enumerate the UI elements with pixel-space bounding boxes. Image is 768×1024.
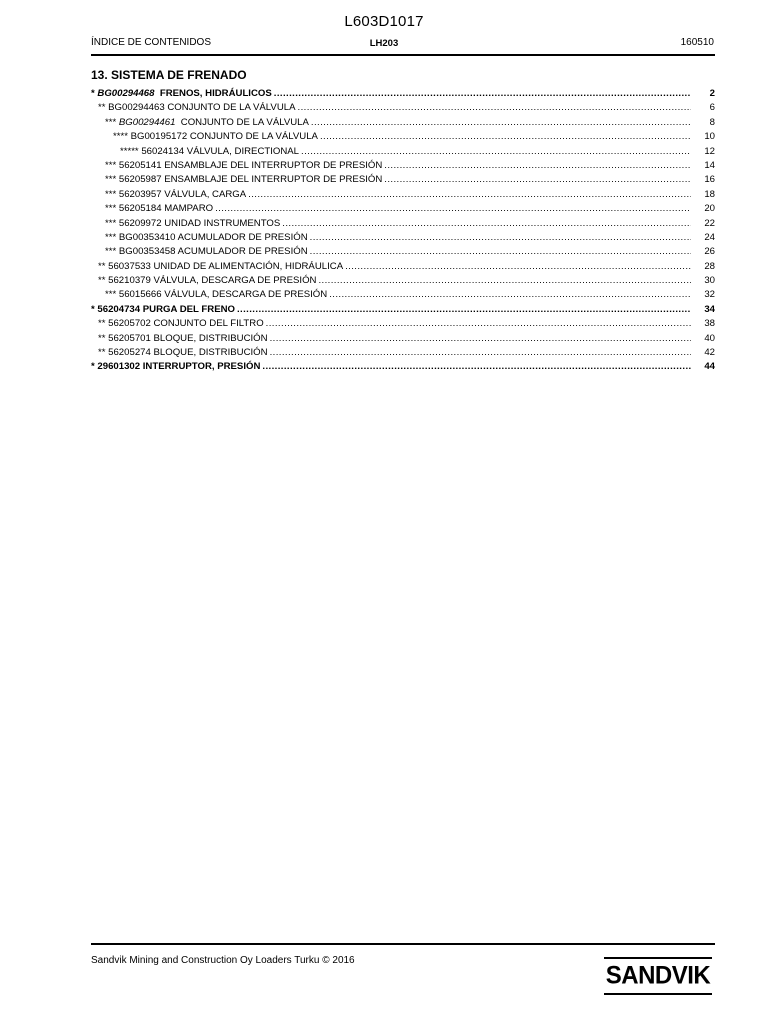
- toc-entry[interactable]: [91, 131, 715, 145]
- toc-entry-prefix: ***: [105, 217, 119, 229]
- toc-entry-prefix: ***: [105, 188, 119, 200]
- toc-entry[interactable]: [91, 232, 715, 246]
- toc-entry-title: VÁLVULA, DESCARGA DE PRESIÓN: [153, 275, 317, 287]
- toc-entry-text: [105, 246, 308, 257]
- toc-entry[interactable]: [91, 289, 715, 303]
- footer-divider: [91, 943, 715, 945]
- toc-entry-prefix: **: [98, 318, 109, 330]
- toc-entry-code: BG00353410: [118, 231, 176, 243]
- toc-leader-dots: [266, 318, 691, 329]
- toc-leader-dots: [262, 361, 691, 372]
- toc-leader-dots: [237, 304, 691, 315]
- toc-leader-dots: [345, 261, 691, 272]
- toc-entry-title: FRENOS, HIDRÁULICOS: [159, 88, 272, 99]
- toc-entry-title: ENSAMBLAJE DEL INTERRUPTOR DE PRESIÓN: [164, 174, 383, 186]
- toc-entry-prefix: **: [98, 260, 109, 272]
- toc-entry-title: CONJUNTO DE LA VÁLVULA: [180, 116, 309, 128]
- toc-leader-dots: [329, 289, 691, 300]
- document-code: L603D1017: [344, 13, 424, 30]
- toc-entry[interactable]: [91, 117, 715, 131]
- toc-entry[interactable]: [91, 318, 715, 332]
- toc-page-number: 6: [709, 102, 715, 114]
- toc-leader-dots: [310, 232, 691, 243]
- toc-entry-prefix: ***: [105, 246, 119, 258]
- logo-text: SANDVIK: [605, 961, 711, 990]
- toc-entry-prefix: *: [91, 88, 98, 99]
- toc-entry-title: UNIDAD DE ALIMENTACIÓN, HIDRÁULICA: [153, 260, 344, 272]
- toc-entry-code: BG00353458: [118, 246, 176, 258]
- toc-entry-prefix: **: [98, 347, 109, 359]
- toc-entry-code: 29601302: [97, 361, 141, 373]
- toc-leader-dots: [384, 160, 691, 171]
- toc-entry-code: 56203957: [118, 188, 162, 200]
- toc-entry-title: VÁLVULA, DESCARGA DE PRESIÓN: [164, 289, 328, 301]
- toc-entry-text: [105, 174, 382, 185]
- toc-entry[interactable]: [91, 218, 715, 232]
- toc-leader-dots: [311, 117, 691, 128]
- toc-entry-text: [105, 232, 308, 243]
- sandvik-logo: [604, 957, 712, 995]
- toc-page-number: 20: [704, 203, 715, 215]
- toc-entry-text: [113, 131, 318, 142]
- toc-entry-code: 56024134: [141, 145, 185, 157]
- toc-leader-dots: [384, 174, 691, 185]
- toc-entry-text: [91, 88, 272, 99]
- toc-entry-code: BG00294463: [108, 102, 165, 114]
- toc-entry-prefix: *: [91, 303, 98, 315]
- toc-entry-text: [98, 275, 316, 286]
- toc-entry-title: CONJUNTO DE LA VÁLVULA: [167, 102, 296, 114]
- toc-entry-title: BLOQUE, DISTRIBUCIÓN: [153, 347, 268, 359]
- header-divider: [91, 54, 715, 56]
- toc-entry-prefix: ***: [105, 289, 119, 301]
- toc-page-number: 40: [704, 332, 715, 344]
- toc-page-number: 12: [704, 145, 715, 157]
- toc-entry[interactable]: [91, 361, 715, 375]
- toc-page-number: 18: [704, 188, 715, 200]
- table-of-contents: [91, 88, 715, 376]
- toc-page-number: 26: [704, 246, 715, 258]
- toc-page-number: 22: [704, 217, 715, 229]
- toc-entry[interactable]: [91, 146, 715, 160]
- toc-entry[interactable]: [91, 88, 715, 102]
- toc-entry-code: 56209972: [118, 217, 162, 229]
- toc-page-number: 28: [704, 260, 715, 272]
- toc-entry[interactable]: [91, 261, 715, 275]
- toc-entry[interactable]: [91, 246, 715, 260]
- toc-entry-prefix: ***: [105, 159, 119, 171]
- toc-leader-dots: [270, 347, 691, 358]
- toc-page-number: 14: [704, 159, 715, 171]
- toc-leader-dots: [318, 275, 691, 286]
- toc-entry-code: 56015666: [118, 289, 162, 301]
- toc-page-number: 38: [704, 318, 715, 330]
- toc-entry-code: 56037533: [108, 260, 151, 272]
- toc-entry-title: CONJUNTO DEL FILTRO: [153, 318, 264, 330]
- toc-entry[interactable]: [91, 304, 715, 318]
- toc-entry-prefix: ***: [105, 231, 119, 243]
- toc-entry-code: 56205184: [118, 203, 162, 215]
- toc-entry-text: [105, 160, 382, 171]
- toc-entry-text: [120, 146, 299, 157]
- toc-entry-text: [91, 304, 235, 315]
- toc-leader-dots: [270, 333, 691, 344]
- toc-entry-text: [98, 318, 264, 329]
- toc-entry-prefix: **: [98, 332, 109, 344]
- toc-entry-title: UNIDAD INSTRUMENTOS: [164, 217, 281, 229]
- toc-entry-code: BG00294461: [118, 116, 176, 128]
- toc-entry-code: BG00195172: [130, 131, 188, 143]
- toc-entry-title: MAMPARO: [164, 203, 214, 215]
- toc-leader-dots: [282, 218, 691, 229]
- toc-leader-dots: [320, 131, 691, 142]
- toc-page-number: 2: [709, 88, 715, 99]
- toc-page-number: 8: [709, 116, 715, 128]
- toc-page-number: 42: [704, 347, 715, 359]
- toc-entry-code: 56210379: [108, 275, 151, 287]
- toc-entry-prefix: **: [98, 102, 109, 114]
- toc-entry[interactable]: [91, 189, 715, 203]
- toc-entry-code: BG00294468: [97, 88, 155, 99]
- toc-entry-title: BLOQUE, DISTRIBUCIÓN: [153, 332, 268, 344]
- toc-entry-title: INTERRUPTOR, PRESIÓN: [142, 361, 261, 373]
- toc-entry[interactable]: [91, 275, 715, 289]
- toc-entry-prefix: **: [98, 275, 109, 287]
- toc-leader-dots: [310, 246, 691, 257]
- toc-entry-code: 56205702: [108, 318, 151, 330]
- toc-entry-prefix: *****: [120, 145, 142, 157]
- toc-entry[interactable]: [91, 174, 715, 188]
- toc-leader-dots: [248, 189, 691, 200]
- toc-entry-title: CONJUNTO DE LA VÁLVULA: [189, 131, 318, 143]
- toc-entry-code: 56205141: [118, 159, 162, 171]
- toc-entry-code: 56205987: [118, 174, 162, 186]
- toc-entry[interactable]: [91, 102, 715, 116]
- toc-entry-code: 56205701: [108, 332, 151, 344]
- toc-entry-title: ENSAMBLAJE DEL INTERRUPTOR DE PRESIÓN: [164, 159, 383, 171]
- header-right: 160510: [680, 37, 714, 48]
- header-center: LH203: [369, 38, 399, 49]
- toc-entry-code: 56204734: [97, 303, 141, 315]
- toc-entry-prefix: *: [91, 361, 98, 373]
- toc-entry-prefix: ***: [105, 203, 119, 215]
- toc-leader-dots: [298, 102, 692, 113]
- toc-entry-title: VÁLVULA, CARGA: [164, 188, 247, 200]
- toc-leader-dots: [301, 146, 691, 157]
- toc-page-number: 16: [704, 174, 715, 186]
- toc-entry-text: [105, 218, 280, 229]
- toc-entry-title: ACUMULADOR DE PRESIÓN: [177, 231, 308, 243]
- toc-page-number: 34: [704, 303, 715, 315]
- toc-entry[interactable]: [91, 347, 715, 361]
- toc-entry[interactable]: [91, 333, 715, 347]
- toc-entry-text: [98, 102, 296, 113]
- toc-entry-title: PURGA DEL FRENO: [142, 303, 235, 315]
- toc-entry-text: [98, 347, 268, 358]
- toc-page-number: 44: [704, 361, 715, 373]
- toc-entry-text: [105, 189, 246, 200]
- toc-entry-text: [98, 261, 343, 272]
- toc-entry-title: ACUMULADOR DE PRESIÓN: [177, 246, 308, 258]
- toc-entry-code: 56205274: [108, 347, 151, 359]
- toc-entry-prefix: ***: [105, 174, 119, 186]
- toc-entry-title: VÁLVULA, DIRECTIONAL: [186, 145, 300, 157]
- toc-entry-text: [98, 333, 268, 344]
- toc-page-number: 32: [704, 289, 715, 301]
- section-title: 13. SISTEMA DE FRENADO: [91, 68, 247, 82]
- toc-entry-text: [105, 203, 213, 214]
- toc-entry[interactable]: [91, 160, 715, 174]
- toc-page-number: 24: [704, 231, 715, 243]
- toc-entry-prefix: ****: [113, 131, 131, 143]
- header-left: ÍNDICE DE CONTENIDOS: [91, 37, 212, 48]
- toc-entry-text: [105, 117, 309, 128]
- toc-entry[interactable]: [91, 203, 715, 217]
- toc-entry-text: [91, 361, 260, 372]
- toc-leader-dots: [215, 203, 691, 214]
- footer-copyright: Sandvik Mining and Construction Oy Loaders Turku © 2016: [91, 955, 355, 966]
- toc-entry-prefix: ***: [105, 116, 119, 128]
- toc-page-number: 30: [704, 275, 715, 287]
- toc-entry-text: [105, 289, 327, 300]
- toc-leader-dots: [274, 88, 691, 99]
- toc-page-number: 10: [704, 131, 715, 143]
